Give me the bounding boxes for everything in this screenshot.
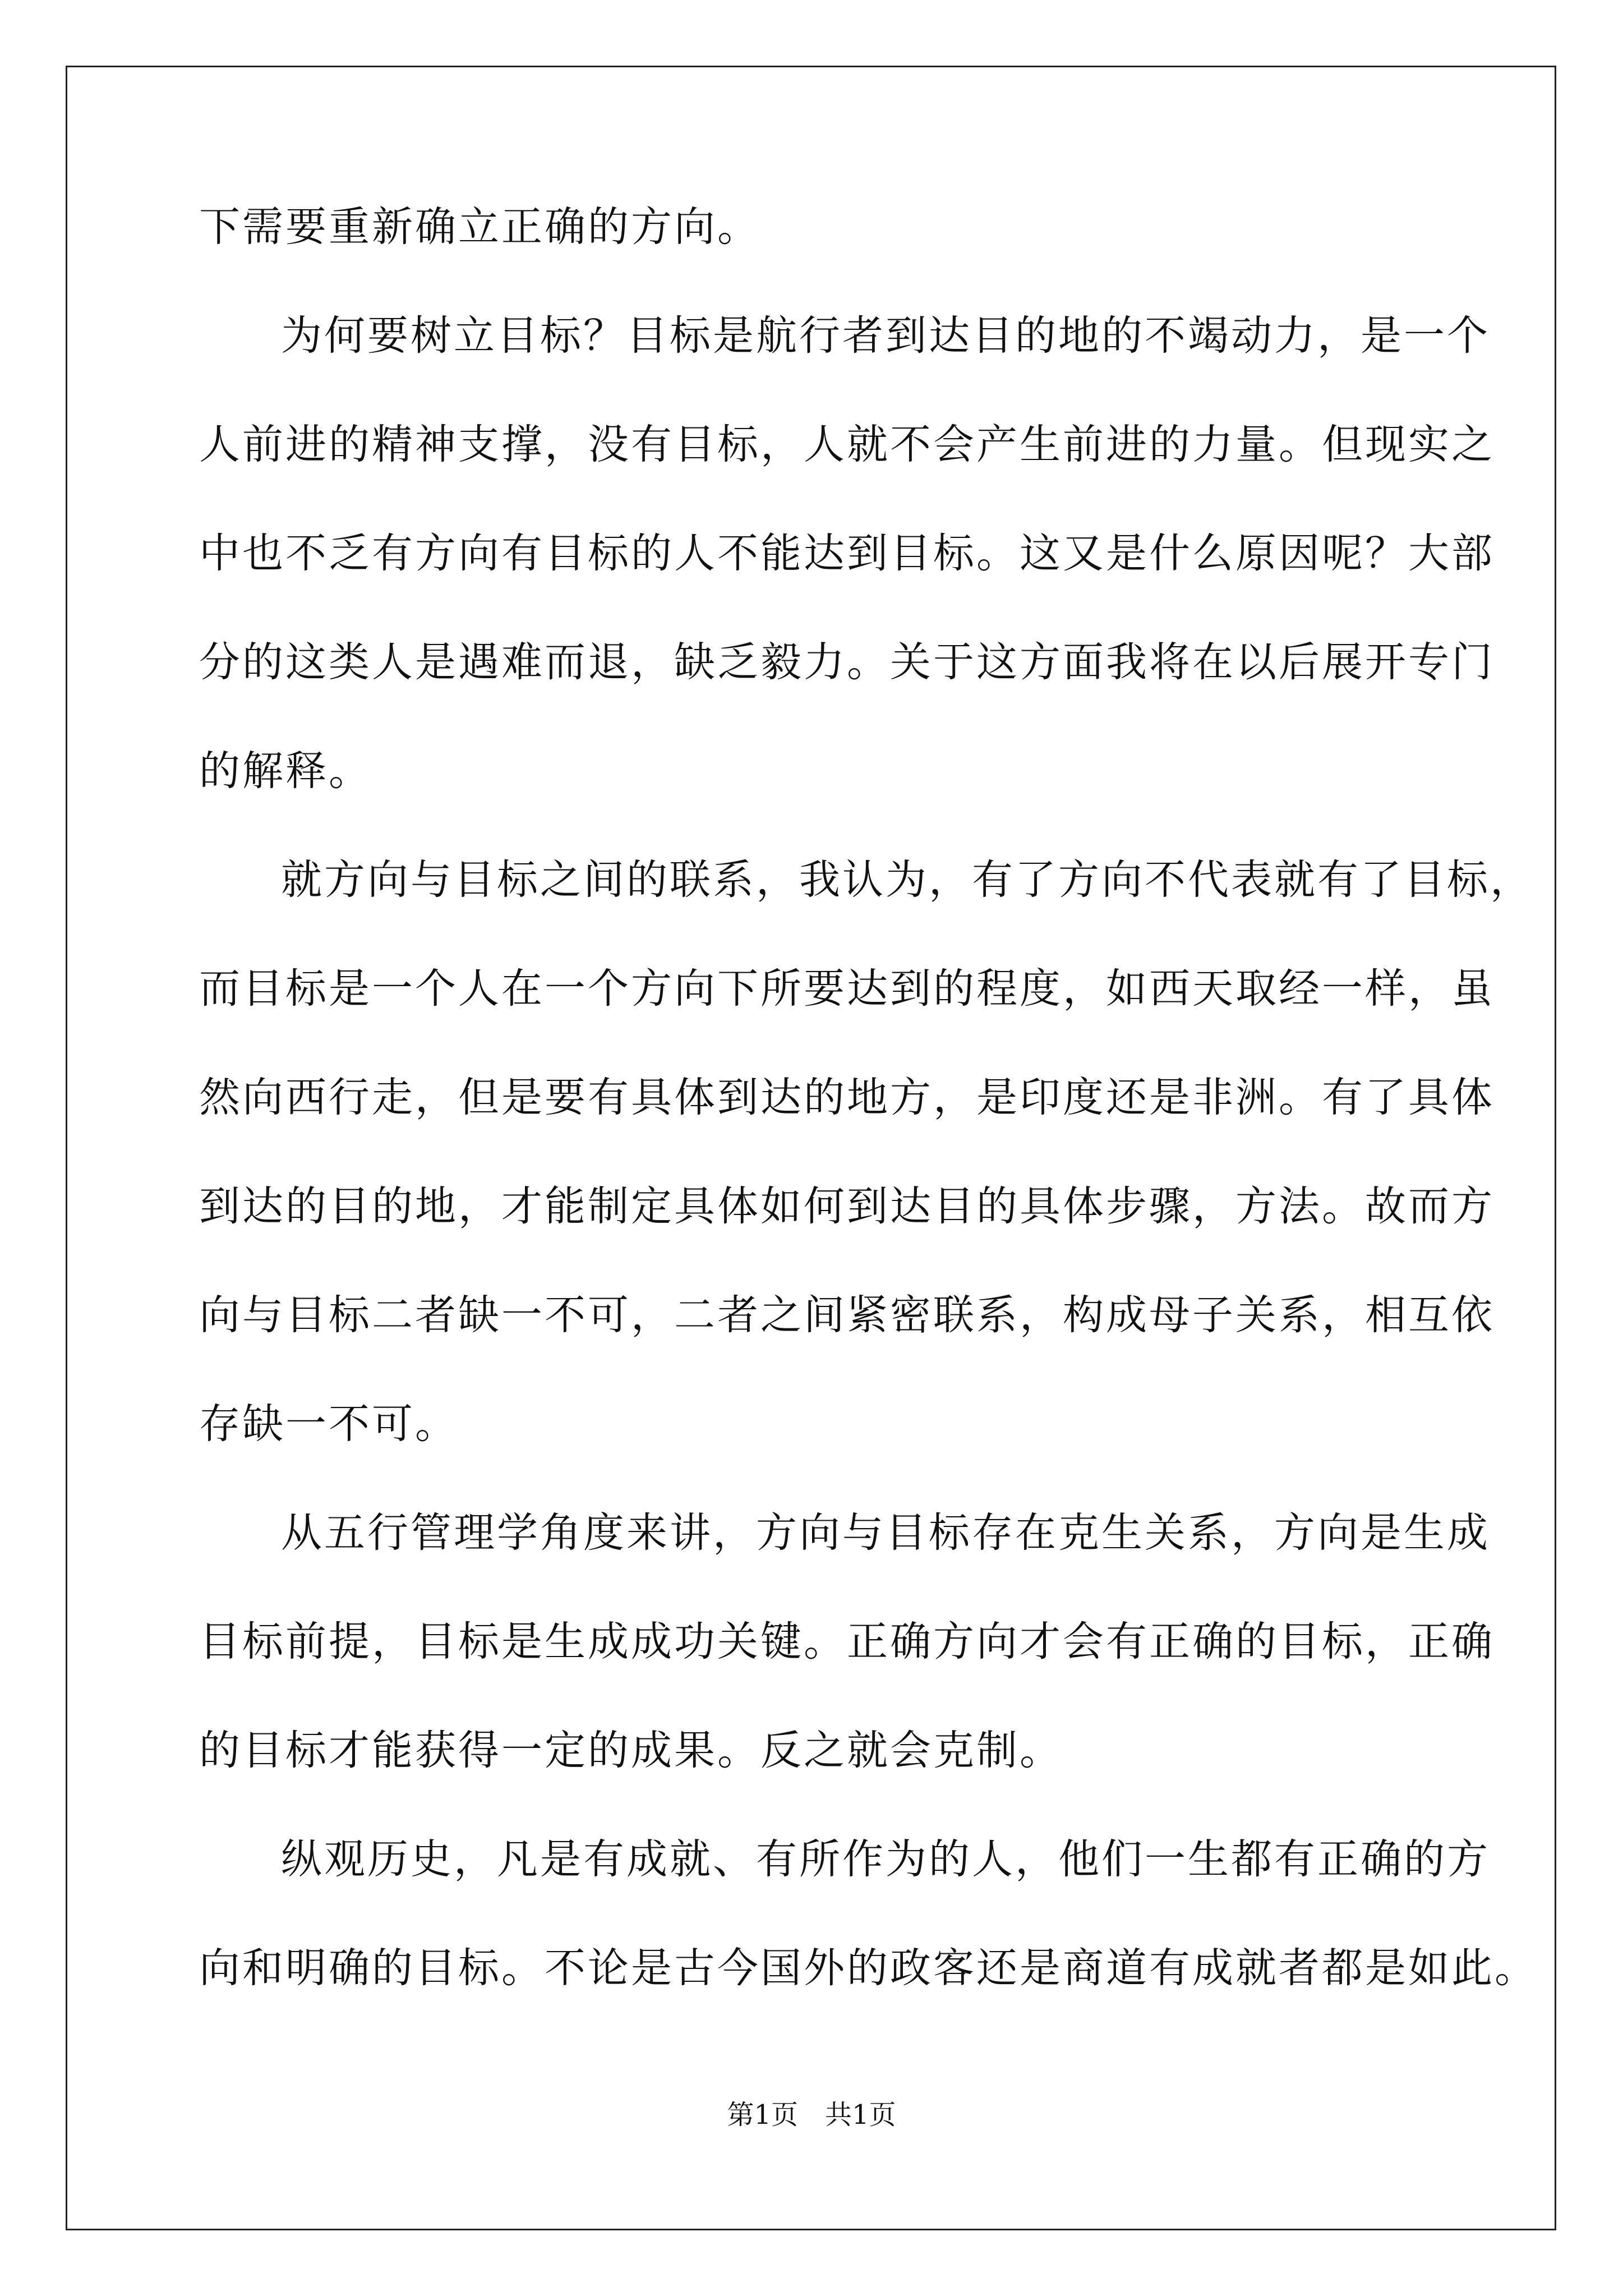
text-line: 目标前提，目标是生成成功关键。正确方向才会有正确的目标，正确 [199,1618,1495,1665]
text-line: 分的这类人是遇难而退，缺乏毅力。关于这方面我将在以后展开专门 [199,638,1495,686]
page-number-footer: 第1页 共1页 [727,2099,896,2131]
text-line: 就方向与目标之间的联系，我认为，有了方向不代表就有了目标， [281,856,1533,904]
text-line: 下需要重新确立正确的方向。 [199,203,760,251]
text-line: 为何要树立目标？目标是航行者到达目的地的不竭动力，是一个 [281,312,1490,360]
text-line: 中也不乏有方向有目标的人不能达到目标。这又是什么原因呢？大部 [199,530,1495,577]
text-line: 的目标才能获得一定的成果。反之就会克制。 [199,1727,1063,1774]
text-line: 存缺一不可。 [199,1400,458,1448]
text-line: 向和明确的目标。不论是古今国外的政客还是商道有成就者都是如此。 [199,1944,1538,1992]
text-line: 向与目标二者缺一不可，二者之间紧密联系，构成母子关系，相互依 [199,1291,1495,1339]
text-line: 纵观历史，凡是有成就、有所作为的人，他们一生都有正确的方 [281,1835,1490,1883]
page-border [66,66,1556,2230]
text-line: 然向西行走，但是要有具体到达的地方，是印度还是非洲。有了具体 [199,1074,1495,1121]
text-line: 人前进的精神支撑，没有目标，人就不会产生前进的力量。但现实之 [199,421,1495,468]
text-line: 的解释。 [199,747,372,795]
text-line: 到达的目的地，才能制定具体如何到达目的具体步骤，方法。故而方 [199,1182,1495,1230]
text-line: 而目标是一个人在一个方向下所要达到的程度，如西天取经一样，虽 [199,965,1495,1013]
text-line: 从五行管理学角度来讲，方向与目标存在克生关系，方向是生成 [281,1509,1490,1557]
